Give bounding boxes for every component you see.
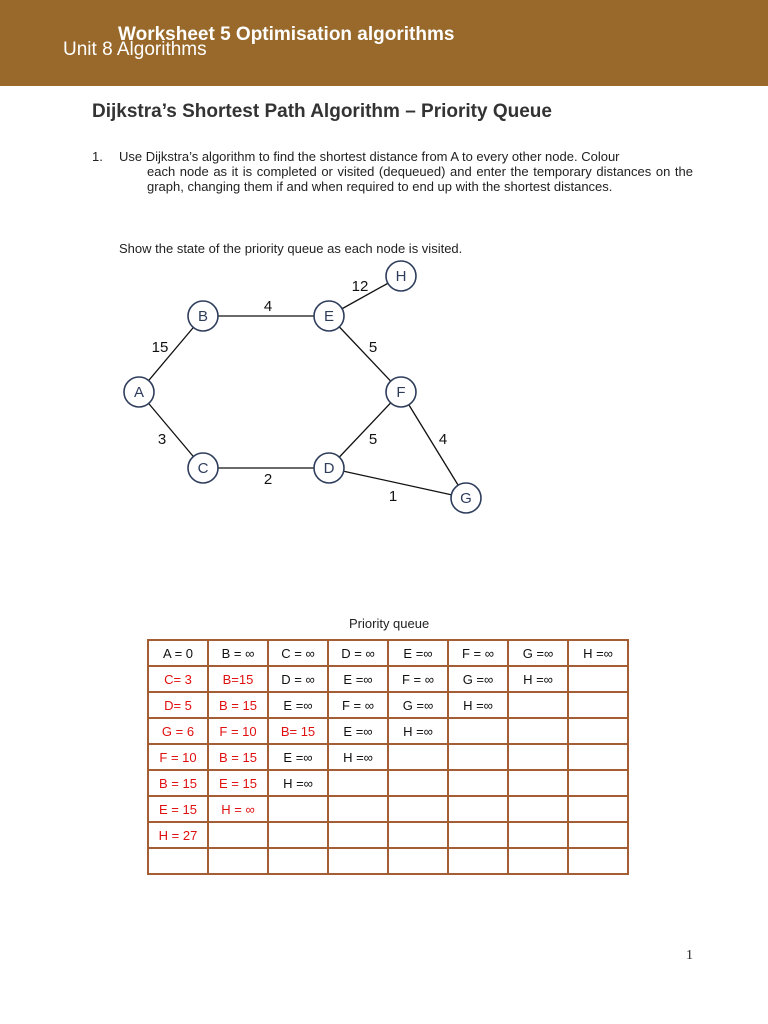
table-row: [148, 718, 628, 744]
edge-weight-a-b: 15: [151, 339, 169, 356]
table-cell: [388, 744, 448, 770]
table-cell: [568, 744, 628, 770]
table-cell: [448, 822, 508, 848]
question-text: [119, 149, 693, 194]
table-cell: F = ∞: [388, 666, 448, 692]
table-cell: F = ∞: [328, 692, 388, 718]
table-cell: G = 6: [148, 718, 208, 744]
table-cell: [568, 796, 628, 822]
worksheet-title: Worksheet 5 Optimisation algorithms: [118, 24, 455, 45]
table-cell: [268, 848, 328, 874]
edge-weight-e-h: 12: [351, 278, 369, 295]
table-cell: [328, 796, 388, 822]
table-cell: [268, 822, 328, 848]
table-cell: B=15: [208, 666, 268, 692]
node-label-h: H: [395, 268, 407, 285]
node-label-b: B: [197, 308, 209, 325]
node-g: [451, 483, 481, 513]
table-cell: E =∞: [388, 640, 448, 666]
node-h: [386, 261, 416, 291]
node-label-d: D: [323, 460, 335, 477]
table-row: [148, 770, 628, 796]
table-cell: E = 15: [208, 770, 268, 796]
node-e: [314, 301, 344, 331]
table-cell: F = 10: [208, 718, 268, 744]
table-cell: [448, 718, 508, 744]
table-cell: [448, 848, 508, 874]
table-cell: [208, 822, 268, 848]
table-cell: H = ∞: [208, 796, 268, 822]
graph-diagram: [110, 258, 510, 518]
table-cell: C= 3: [148, 666, 208, 692]
edge-d-g: [329, 468, 466, 498]
node-label-e: E: [323, 308, 335, 325]
table-cell: H =∞: [568, 640, 628, 666]
table-cell: [448, 744, 508, 770]
question-text-first-line: Use Dijkstra’s algorithm to find the shortest distance from A to every other node. Colour: [119, 149, 620, 164]
edge-weight-c-d: 2: [263, 471, 273, 488]
priority-queue-table: [147, 639, 629, 875]
table-cell: [568, 692, 628, 718]
table-cell: [508, 770, 568, 796]
table-cell: E =∞: [268, 692, 328, 718]
table-cell: E =∞: [328, 666, 388, 692]
table-cell: B = 15: [148, 770, 208, 796]
table-cell: E =∞: [268, 744, 328, 770]
edge-weight-d-f: 5: [368, 431, 378, 448]
table-cell: [208, 848, 268, 874]
node-label-f: F: [396, 384, 406, 401]
edge-weight-b-e: 4: [263, 298, 273, 315]
node-label-c: C: [197, 460, 209, 477]
table-cell: E =∞: [328, 718, 388, 744]
instruction-text: Show the state of the priority queue as each node is visited.: [119, 241, 463, 256]
table-cell: H = 27: [148, 822, 208, 848]
table-cell: H =∞: [448, 692, 508, 718]
table-cell: [568, 848, 628, 874]
question-text-continuation: each node as it is completed or visited (dequeued) and enter the temporary distances on the graph, changing them if and when required to end up with the shortest distances.: [147, 164, 693, 194]
table-cell: [568, 770, 628, 796]
table-cell: D= 5: [148, 692, 208, 718]
table-cell: [508, 796, 568, 822]
table-cell: B = 15: [208, 744, 268, 770]
node-b: [188, 301, 218, 331]
table-cell: G =∞: [508, 640, 568, 666]
table-cell: H =∞: [328, 744, 388, 770]
table-cell: [508, 744, 568, 770]
table-cell: B = ∞: [208, 640, 268, 666]
table-cell: [568, 822, 628, 848]
table-cell: [388, 822, 448, 848]
table-row: [148, 796, 628, 822]
table-row: [148, 640, 628, 666]
table-row: [148, 822, 628, 848]
page-title: Dijkstra’s Shortest Path Algorithm – Priority Queue: [92, 101, 552, 122]
table-cell: H =∞: [268, 770, 328, 796]
table-cell: [568, 666, 628, 692]
table-cell: F = ∞: [448, 640, 508, 666]
table-cell: D = ∞: [328, 640, 388, 666]
table-cell: B = 15: [208, 692, 268, 718]
page-number: 1: [686, 948, 693, 963]
priority-queue-caption: Priority queue: [349, 616, 430, 631]
table-cell: E = 15: [148, 796, 208, 822]
table-cell: D = ∞: [268, 666, 328, 692]
table-cell: [508, 692, 568, 718]
table-cell: [568, 718, 628, 744]
table-cell: [328, 822, 388, 848]
table-cell: [388, 796, 448, 822]
table-cell: B= 15: [268, 718, 328, 744]
table-cell: [448, 770, 508, 796]
edge-weight-f-g: 4: [438, 431, 448, 448]
table-cell: [508, 718, 568, 744]
table-row: [148, 692, 628, 718]
table-cell: [388, 770, 448, 796]
table-cell: F = 10: [148, 744, 208, 770]
table-row: [148, 848, 628, 874]
table-cell: [508, 822, 568, 848]
header-banner: [0, 0, 768, 86]
table-row: [148, 744, 628, 770]
unit-label: Unit 8 Algorithms: [63, 39, 207, 60]
table-cell: [328, 770, 388, 796]
table-cell: [328, 848, 388, 874]
table-cell: G =∞: [388, 692, 448, 718]
node-d: [314, 453, 344, 483]
table-row: [148, 666, 628, 692]
node-label-g: G: [460, 490, 472, 507]
table-cell: A = 0: [148, 640, 208, 666]
edge-weight-d-g: 1: [388, 488, 398, 505]
node-a: [124, 377, 154, 407]
table-cell: [268, 796, 328, 822]
table-cell: G =∞: [448, 666, 508, 692]
node-c: [188, 453, 218, 483]
edge-weight-e-f: 5: [368, 339, 378, 356]
edge-weight-a-c: 3: [157, 431, 167, 448]
table-cell: H =∞: [388, 718, 448, 744]
question-number: 1.: [92, 149, 103, 164]
table-cell: C = ∞: [268, 640, 328, 666]
node-label-a: A: [133, 384, 145, 401]
edge-f-g: [401, 392, 466, 498]
table-cell: [388, 848, 448, 874]
table-cell: [448, 796, 508, 822]
table-cell: [508, 848, 568, 874]
table-cell: [148, 848, 208, 874]
table-cell: H =∞: [508, 666, 568, 692]
graph-nodes: [124, 261, 481, 513]
node-f: [386, 377, 416, 407]
